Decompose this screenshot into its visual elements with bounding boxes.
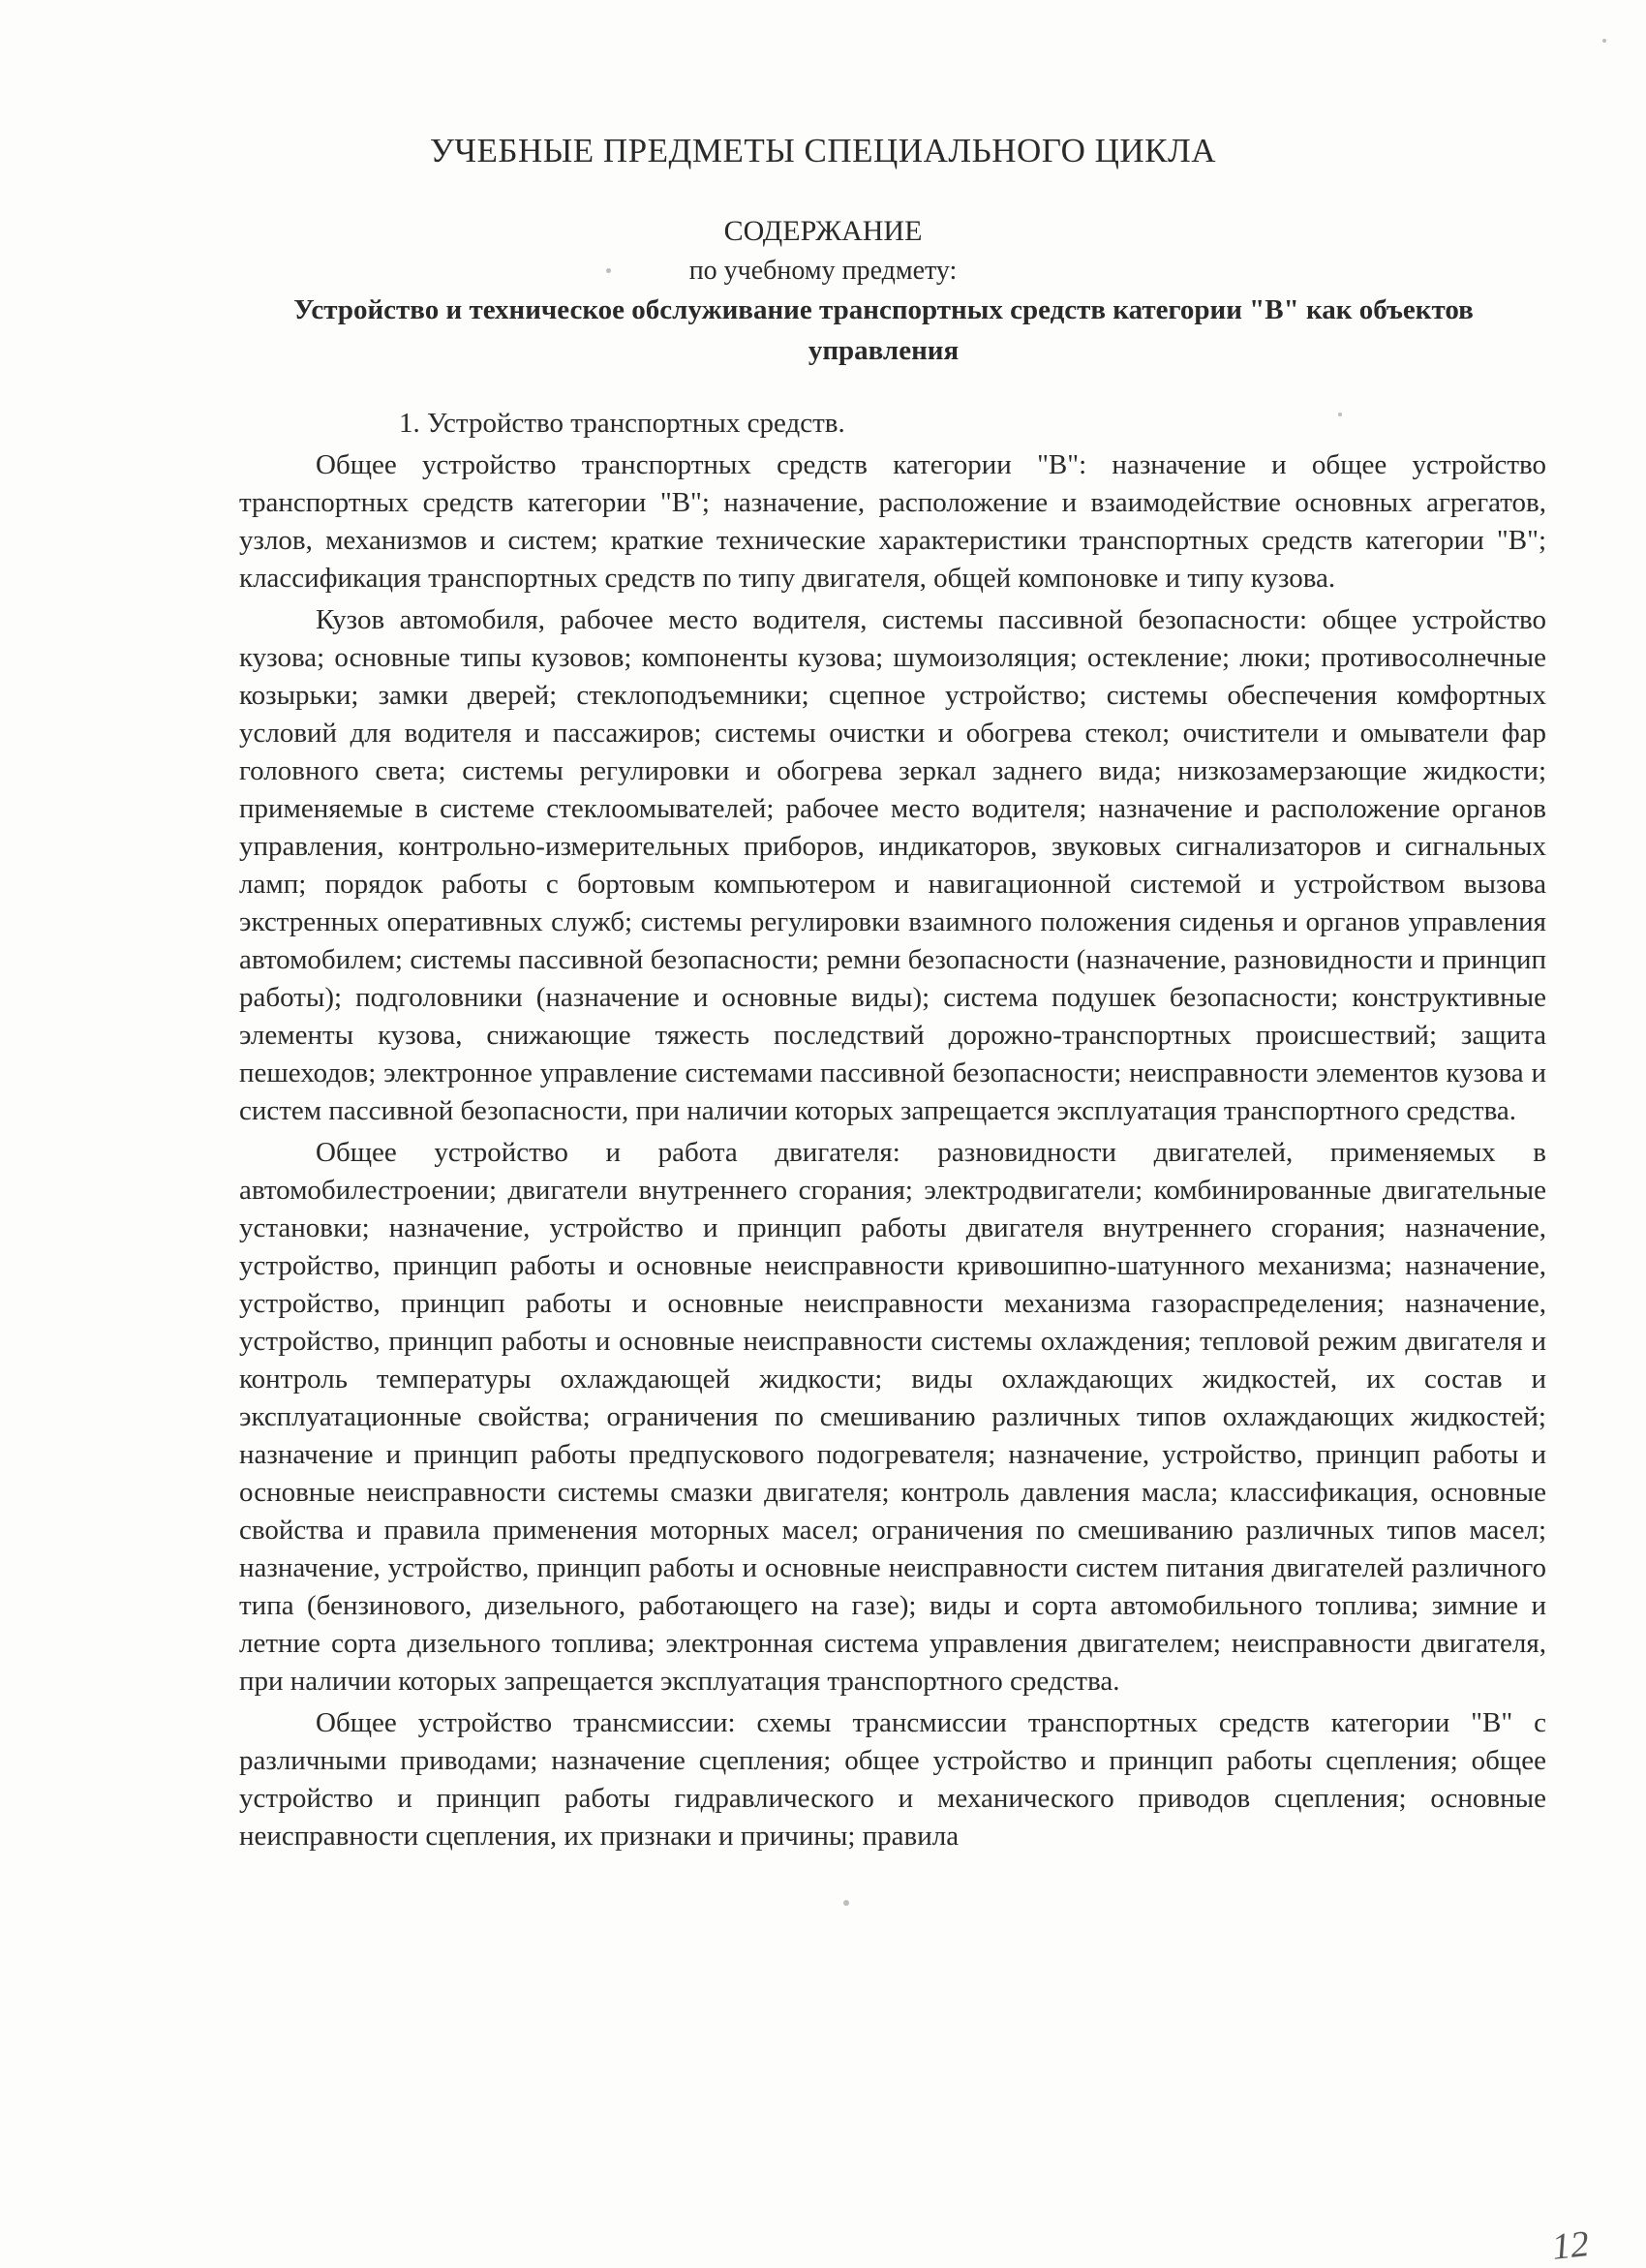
subject-intro: по учебному предмету: [688, 256, 958, 286]
paragraph-body-safety: Кузов автомобиля, рабочее место водителя, системы пассивной безопасности: общее устройство кузова; основные типы кузовов; компоненты кузова; шумоизоляция; остекление; люки; противосолнечные козырьки; замки дверей; стеклоподъемники; сцепное устройство; системы обеспечения комфортных условий для водителя и пассажиров; системы очистки и обогрева стекол; очистители и омыватели фар головного света; системы регулировки и обогрева зеркал заднего вида; низкозамерзающие жидкости; применяемые в системе стеклоомывателей; рабочее место водителя; назначение и расположение органов управления, контрольно-измерительных приборов, индикаторов, звуковых сигнализаторов и сигнальных ламп; порядок работы с бортовым компьютером и навигационной системой и устройством вызова экстренных оперативных служб; системы регулировки взаимного положения сиденья и органов управления автомобилем; системы пассивной безопасности; ремни безопасности (назначение, разновидности и принцип работы); подголовники (назначение и основные виды); система подушек безопасности; конструктивные элементы кузова, снижающие тяжесть последствий дорожно-транспортных происшествий; защита пешеходов; электронное управление системами пассивной безопасности; неисправности элементов кузова и систем пассивной безопасности, при наличии которых запрещается эксплуатация транспортного средства. [239, 604, 1546, 1126]
paragraph-general-structure: Общее устройство транспортных средств категории "В": назначение и общее устройство транспортных средств категории "В"; назначение, расположение и взаимодействие основных агрегатов, узлов, механизмов и систем; краткие технические характеристики транспортных средств категории "В"; классификация транспортных средств по типу двигателя, общей компоновке и типу кузова. [239, 449, 1546, 594]
subject-title: Устройство и техническое обслуживание транспортных средств категории "В" как объектов управления [293, 294, 1474, 366]
contents-label: СОДЕРЖАНИЕ [723, 215, 923, 247]
scan-speck [843, 1900, 849, 1906]
paragraph-transmission: Общее устройство трансмиссии: схемы трансмиссии транспортных средств категории "В" с различными приводами; назначение сцепления; общее устройство и принцип работы сцепления; общее устройство и принцип работы гидравлического и механического приводов сцепления; основные неисправности сцепления, их признаки и причины; правила [239, 1707, 1546, 1852]
handwritten-page-number: 12 [1549, 2223, 1592, 2268]
paragraph-engine: Общее устройство и работа двигателя: разновидности двигателей, применяемых в автомобилестроении; двигатели внутреннего сгорания; электродвигатели; комбинированные двигательные установки; назначение, устройство и принцип работы двигателя внутреннего сгорания; назначение, устройство, принцип работы и основные неисправности кривошипно-шатунного механизма; назначение, устройство, принцип работы и основные неисправности механизма газораспределения; назначение, устройство, принцип работы и основные неисправности системы охлаждения; тепловой режим двигателя и контроль температуры охлаждающей жидкости; виды охлаждающих жидкостей, их состав и эксплуатационные свойства; ограничения по смешиванию различных типов охлаждающих жидкостей; назначение и принцип работы предпускового подогревателя; назначение, устройство, принцип работы и основные неисправности системы смазки двигателя; контроль давления масла; классификация, основные свойства и правила применения моторных масел; ограничения по смешиванию различных типов масел; назначение, устройство, принцип работы и основные неисправности систем питания двигателей различного типа (бензинового, дизельного, работающего на газе); виды и сорта автомобильного топлива; зимние и летние сорта дизельного топлива; электронная система управления двигателем; неисправности двигателя, при наличии которых запрещается эксплуатация транспортного средства. [239, 1137, 1546, 1697]
scan-speck [1338, 413, 1342, 416]
section-heading-title: УЧЕБНЫЕ ПРЕДМЕТЫ СПЕЦИАЛЬНОГО ЦИКЛА [429, 132, 1217, 169]
scan-speck [606, 268, 611, 273]
numbered-section-heading: 1. Устройство транспортных средств. [399, 408, 845, 439]
scan-speck [1602, 39, 1606, 43]
document-body [239, 405, 1546, 1855]
